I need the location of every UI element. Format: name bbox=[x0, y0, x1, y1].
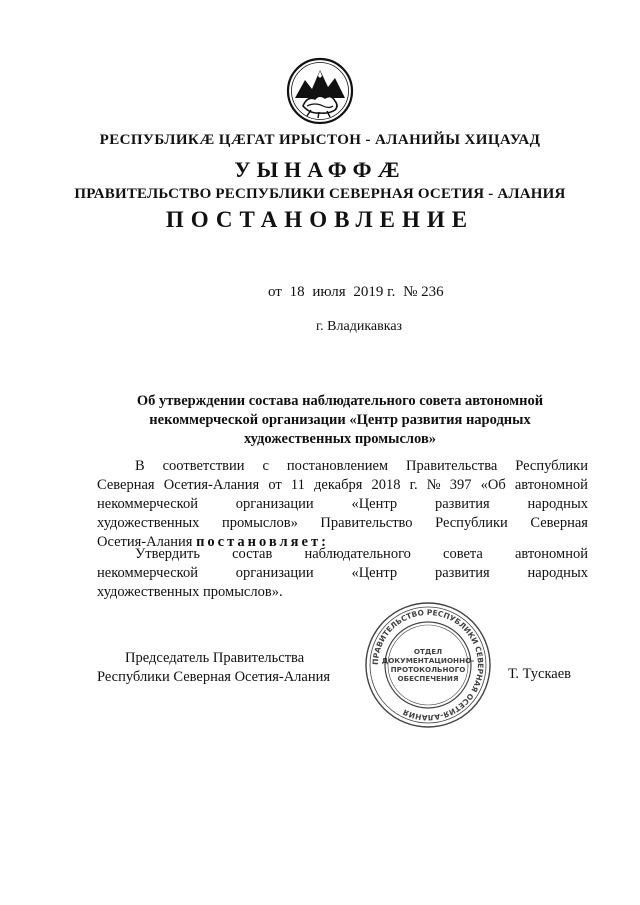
signer-name: Т. Тускаев bbox=[508, 666, 572, 682]
subject-line: некоммерческой организации «Центр развития народных bbox=[149, 412, 531, 428]
word: декабря bbox=[314, 477, 363, 493]
seal-center-line: ПРОТОКОЛЬНОГО bbox=[390, 665, 466, 674]
text-line: художественных промыслов». bbox=[97, 584, 283, 600]
text-line bbox=[97, 495, 588, 514]
word: Республики bbox=[435, 515, 508, 531]
text-line bbox=[97, 457, 588, 476]
word: Правительство bbox=[320, 515, 413, 531]
word: Утвердить bbox=[135, 546, 200, 562]
text-fragment: Осетия-Алания bbox=[97, 534, 193, 550]
decree-dateline bbox=[268, 284, 448, 301]
seal-ring-text: ПРАВИТЕЛЬСТВО РЕСПУБЛИКИ СЕВЕРНАЯ ОСЕТИЯ-АЛАНИЯ bbox=[370, 607, 486, 723]
word: наблюдательного bbox=[304, 546, 411, 562]
word: Северная bbox=[530, 515, 588, 531]
text-line bbox=[97, 514, 588, 533]
body-paragraph-2 bbox=[97, 545, 588, 602]
subject-line: Об утверждении состава наблюдательного совета автономной bbox=[136, 393, 544, 409]
word: автономной bbox=[514, 477, 588, 493]
word: развития bbox=[434, 496, 490, 512]
word: народных bbox=[527, 496, 588, 512]
date-year: 2019 г. bbox=[353, 284, 396, 300]
word: г. bbox=[409, 477, 418, 493]
word: художественных bbox=[97, 515, 200, 531]
text-line bbox=[97, 545, 588, 564]
word: Республики bbox=[515, 458, 588, 474]
official-seal-stamp bbox=[363, 600, 493, 730]
word: соответствии bbox=[162, 458, 245, 474]
text-line bbox=[97, 476, 588, 495]
word: промыслов» bbox=[221, 515, 298, 531]
word: «Центр bbox=[351, 565, 398, 581]
word: от bbox=[268, 477, 282, 493]
date-day: 18 bbox=[289, 284, 305, 300]
seal-center-line: ДОКУМЕНТАЦИОННО- bbox=[381, 656, 475, 665]
date-prefix: от bbox=[268, 284, 282, 300]
word: № bbox=[426, 477, 441, 493]
decree-title: ПОСТАНОВЛЕНИЕ bbox=[165, 207, 475, 232]
word: Северная bbox=[97, 477, 155, 493]
word: развития bbox=[434, 565, 490, 581]
seal-center-line: ОБЕСПЕЧЕНИЯ bbox=[397, 674, 459, 683]
word: «Центр bbox=[351, 496, 398, 512]
word: «Об bbox=[480, 477, 506, 493]
date-month: июля bbox=[312, 284, 346, 300]
word: 11 bbox=[290, 477, 305, 493]
word: некоммерческой bbox=[97, 496, 198, 512]
word: организации bbox=[235, 496, 314, 512]
signer-title-line: Республики Северная Осетия-Алания bbox=[97, 669, 331, 685]
word: Правительства bbox=[406, 458, 498, 474]
word: Осетия-Алания bbox=[163, 477, 260, 493]
word: автономной bbox=[514, 546, 588, 562]
word: 2018 bbox=[371, 477, 401, 493]
decree-number: № 236 bbox=[403, 284, 444, 300]
word: 397 bbox=[449, 477, 472, 493]
decree-keyword: постановляет: bbox=[196, 534, 329, 550]
subject-line: художественных промыслов» bbox=[243, 431, 437, 447]
ossetic-decree-title: УЫНАФФӔ bbox=[234, 157, 406, 182]
word: с bbox=[262, 458, 269, 474]
word: организации bbox=[235, 565, 314, 581]
decree-subject bbox=[125, 392, 555, 449]
word: народных bbox=[527, 565, 588, 581]
government-header: ПРАВИТЕЛЬСТВО РЕСПУБЛИКИ СЕВЕРНАЯ ОСЕТИЯ - АЛАНИЯ bbox=[74, 186, 566, 202]
signature-block bbox=[97, 649, 330, 687]
seal-center-line: ОТДЕЛ bbox=[413, 647, 443, 656]
signer-title-line: Председатель Правительства bbox=[125, 650, 305, 666]
coat-of-arms-icon bbox=[285, 56, 355, 126]
word: постановлением bbox=[286, 458, 389, 474]
text-line bbox=[97, 564, 588, 583]
ossetic-republic-header: РЕСПУБЛИКӔ ЦӔГАТ ИРЫСТОН - АЛАНИЙЫ ХИЦАУАД bbox=[99, 132, 541, 148]
city-name: г. Владикавказ bbox=[316, 319, 403, 334]
word: некоммерческой bbox=[97, 565, 198, 581]
word: В bbox=[135, 458, 145, 474]
word: совета bbox=[443, 546, 483, 562]
body-paragraph-1 bbox=[97, 457, 588, 552]
word: состав bbox=[232, 546, 273, 562]
